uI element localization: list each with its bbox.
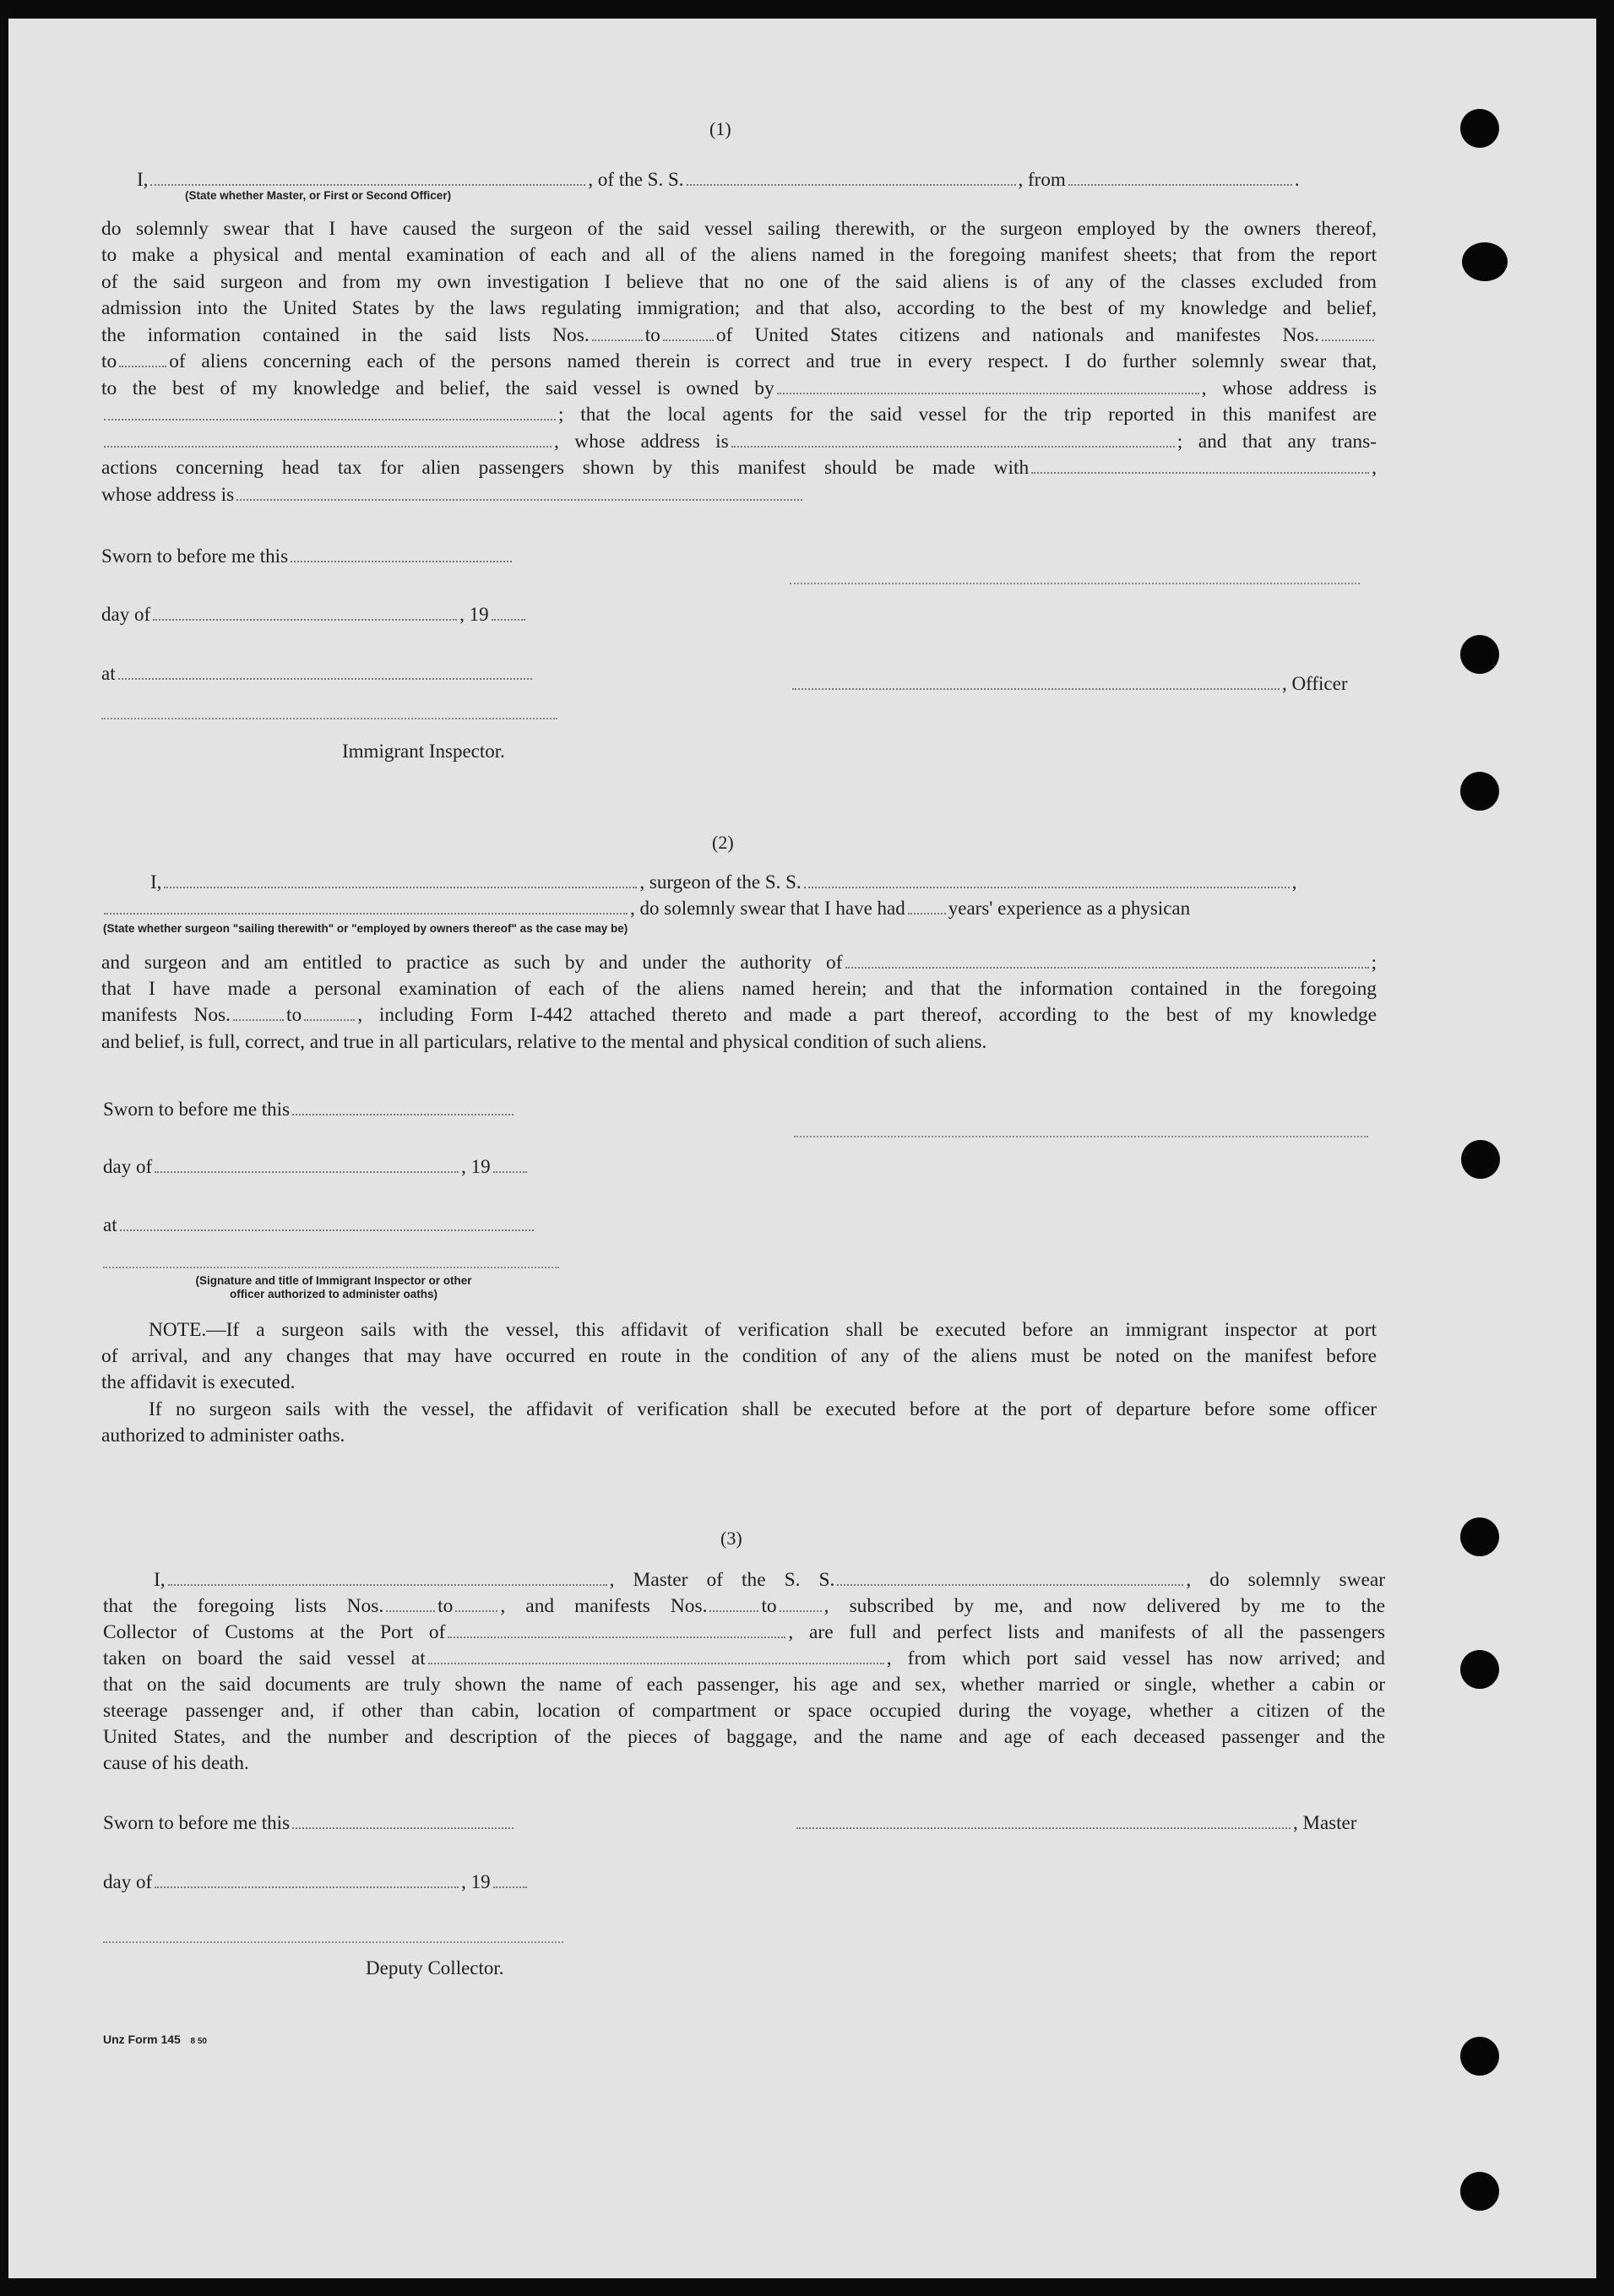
section-2-text-line: manifests Nos. to , including Form I-442 attached thereto and made a part thereof, according to the best of my knowledge [101,1004,1377,1026]
note-line: NOTE.—If a surgeon sails with the vessel, this affidavit of verification shall be executed before an immigrant inspector at port [149,1319,1377,1341]
section-3-text-line: Collector of Customs at the Port of , are full and perfect lists and manifests of all the passengers [103,1621,1385,1643]
section-1-text-line: ; that the local agents for the said vessel for the trip reported in this manifest are [101,402,1377,429]
section-3-text-line: that on the said documents are truly shown the name of each passenger, his age and sex, whether married or single, whether a cabin or [103,1674,1385,1696]
section-1-text-line: to the best of my knowledge and belief, the said vessel is owned by , whose address is [101,377,1377,399]
section-2-day: day of , 19 [103,1154,530,1180]
section-2-text-line: that I have made a personal examination of each of the aliens named herein; and that the information contained in the foregoing [101,978,1377,1000]
section-3-master-line: , Master [794,1810,1356,1836]
section-3-text-line: that the foregoing lists Nos. to , and manifests Nos. to , subscribed by me, and now delivered by me to the [103,1595,1385,1617]
punch-hole [1461,1140,1500,1179]
signature-line [794,1136,1368,1137]
section-1-text-line: do solemnly swear that I have caused the surgeon of the said vessel sailing therewith, or the surgeon employed by the owners thereof, [101,218,1377,240]
punch-hole [1460,2172,1499,2211]
punch-hole [1460,1517,1499,1556]
section-2-line-1: I, , surgeon of the S. S. , [150,871,1297,893]
section-3-text-line: taken on board the said vessel at , from which port said vessel has now arrived; and [103,1647,1386,1669]
signature-hint: (Signature and title of Immigrant Inspector or other officer authorized to administer oaths) [195,1274,472,1300]
officer-hint: (State whether Master, or First or Second Officer) [185,189,452,202]
section-2-text-line: and belief, is full, correct, and true in all particulars, relative to the mental and physical condition of such aliens. [101,1031,987,1053]
note-line: of arrival, and any changes that may have occurred en route in the condition of any of the aliens must be noted on the manifest before [101,1345,1377,1367]
section-2-at: at [103,1213,536,1238]
section-1-sworn: Sworn to before me this [101,544,514,569]
section-1-text-line: of the said surgeon and from my own investigation I believe that no one of the said aliens is of any of the classes excluded from [101,271,1377,293]
section-3-text-line: I, , Master of the S. S. , do solemnly swear [154,1569,1386,1591]
section-1-text-line: to of aliens concerning each of the persons named therein is correct and true in every respect. I do further solemnly swear that, [101,350,1377,372]
immigrant-inspector-label: Immigrant Inspector. [342,741,505,762]
form-page [8,19,1596,2278]
section-1-number: (1) [709,118,731,139]
section-1-day: day of , 19 [101,602,528,627]
punch-hole [1462,242,1508,281]
section-3-number: (3) [720,1528,742,1549]
section-1-text-line: admission into the United States by the laws regulating immigration; and that also, according to the best of my knowledge and belief, [101,297,1377,319]
note-line: If no surgeon sails with the vessel, the affidavit of verification shall be executed before at the port of departure before some officer [149,1398,1377,1420]
inspector-signature-line [101,718,557,719]
punch-hole [1460,1650,1499,1689]
section-1-first-line: I, , of the S. S. , from . [137,169,1300,190]
section-2-line-2: , do solemnly swear that I have had years' experience as a physican [101,896,1190,921]
punch-hole [1460,2037,1499,2076]
section-3-text-line: United States, and the number and description of the pieces of baggage, and the name and age of each deceased passenger and the [103,1726,1385,1748]
section-3-day: day of , 19 [103,1870,530,1895]
collector-signature-line [103,1941,563,1943]
section-1-text-line: actions concerning head tax for alien passengers shown by this manifest should be made with , [101,457,1377,479]
section-1-text-line: the information contained in the said lists Nos. to of United States citizens and nationals and manifestes Nos. [101,323,1377,350]
section-1-text-line: , whose address is ; and that any trans- [101,429,1377,456]
note-line: authorized to administer oaths. [101,1425,345,1447]
signature-line [790,583,1360,584]
punch-hole [1460,635,1499,674]
section-1-at: at [101,661,535,687]
section-1-text-line: to make a physical and mental examination of each and all of the aliens named in the foregoing manifest sheets; that from the report [101,244,1377,266]
section-2-number: (2) [712,832,734,853]
section-1-text-line: whose address is [101,482,1377,509]
section-1-officer-line: , Officer [790,671,1347,697]
section-2-sworn: Sworn to before me this [103,1097,516,1122]
inspector-signature-line [103,1267,559,1268]
punch-hole [1460,109,1499,148]
deputy-collector-label: Deputy Collector. [366,1957,504,1978]
punch-hole [1460,772,1499,811]
form-number: Unz Form 145 8 50 [103,2033,207,2046]
section-3-text-line: steerage passenger and, if other than cabin, location of compartment or space occupied during the voyage, whether a citizen of the [103,1700,1385,1722]
section-3-sworn: Sworn to before me this [103,1810,516,1836]
surgeon-hint: (State whether surgeon "sailing therewith" or "employed by owners thereof" as the case may be) [103,922,628,935]
section-3-text-line: cause of his death. [103,1752,249,1774]
section-2-text-line: and surgeon and am entitled to practice as such by and under the authority of ; [101,952,1377,974]
note-line: the affidavit is executed. [101,1371,296,1393]
